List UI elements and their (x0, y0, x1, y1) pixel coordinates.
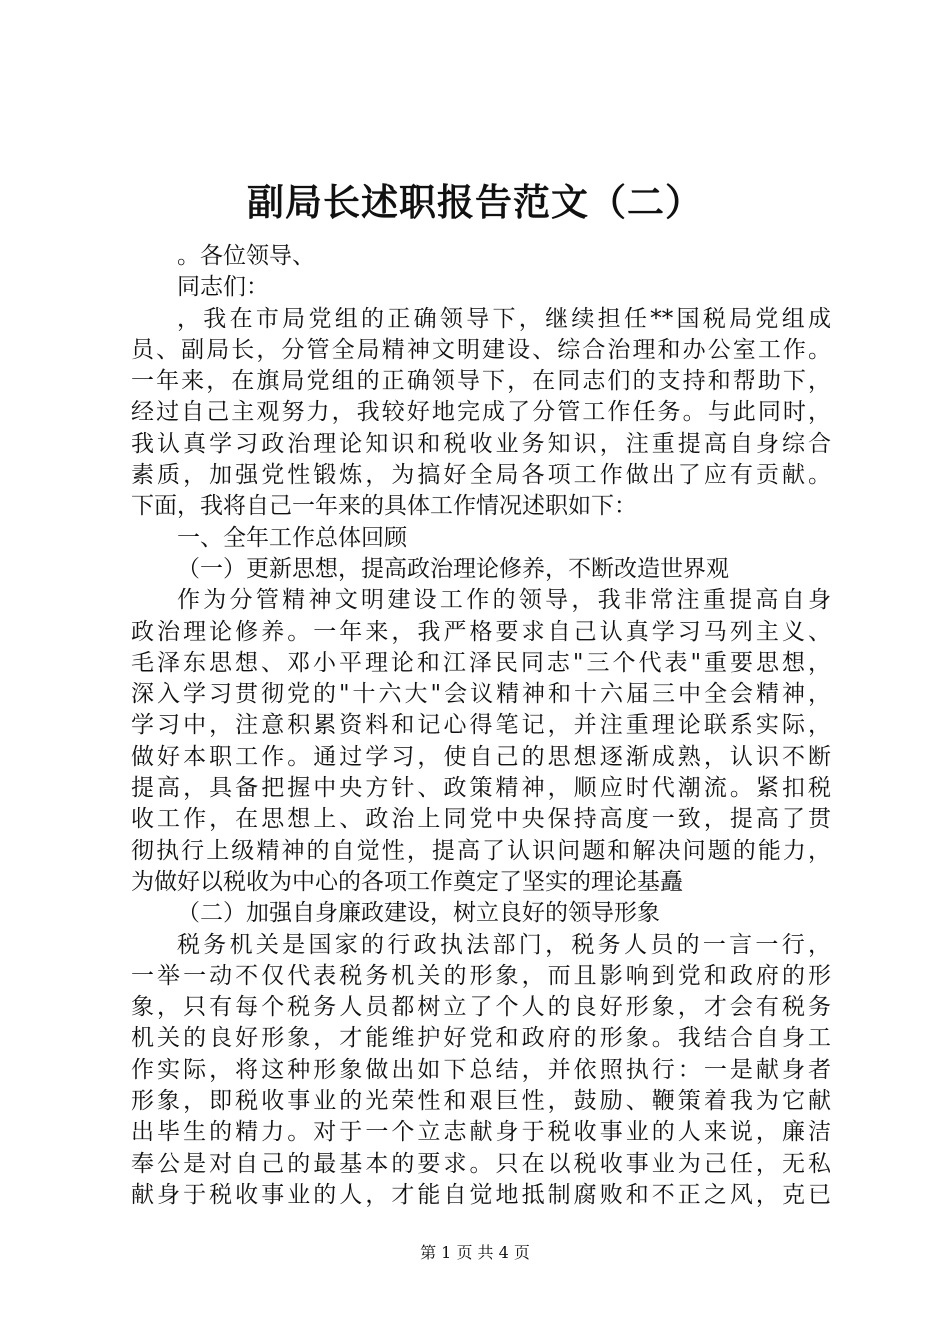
text-line: 一举一动不仅代表税务机关的形象，而且影响到党和政府的形 (131, 962, 831, 989)
text-line: 一年来，在旗局党组的正确领导下，在同志们的支持和帮助下， (131, 368, 831, 395)
text-line: 学习中，注意积累资料和记心得笔记，并注重理论联系实际， (131, 712, 831, 739)
text-line: 献身于税收事业的人，才能自觉地抵制腐败和不正之风，克已 (131, 1181, 831, 1208)
section-heading: 一、全年工作总体回顾 (177, 524, 407, 551)
text-line: 出毕生的精力。对于一个立志献身于税收事业的人来说，廉洁 (131, 1119, 831, 1146)
text-line: 下面，我将自己一年来的具体工作情况述职如下： (131, 493, 637, 520)
text-line: 为做好以税收为中心的各项工作奠定了坚实的理论基矗 (131, 868, 683, 895)
text-line: 作为分管精神文明建设工作的领导，我非常注重提高自身 (177, 587, 831, 614)
text-line: 税务机关是国家的行政执法部门，税务人员的一言一行， (177, 931, 831, 958)
text-line: 作实际，将这种形象做出如下总结，并依照执行：一是献身者 (131, 1056, 831, 1083)
text-line: 收工作，在思想上、政治上同党中央保持高度一致，提高了贯 (131, 806, 831, 833)
text-line: 经过自己主观努力，我较好地完成了分管工作任务。与此同时， (131, 399, 831, 426)
text-line: 形象，即税收事业的光荣性和艰巨性，鼓励、鞭策着我为它献 (131, 1088, 831, 1115)
text-line: ，我在市局党组的正确领导下，继续担任**国税局党组成 (177, 305, 831, 332)
text-line: 。各位领导、 (177, 243, 315, 269)
text-line: 彻执行上级精神的自觉性，提高了认识问题和解决问题的能力， (131, 837, 831, 864)
text-line: 深入学习贯彻党的"十六大"会议精神和十六届三中全会精神， (131, 681, 831, 708)
document-title: 副局长述职报告范文（二） (247, 180, 703, 224)
text-line: 我认真学习政治理论知识和税收业务知识，注重提高自身综合 (131, 430, 831, 457)
page-footer: 第 1 页 共 4 页 (420, 1243, 530, 1262)
text-line: 毛泽东思想、邓小平理论和江泽民同志"三个代表"重要思想， (131, 649, 831, 676)
subsection-heading: （一）更新思想，提高政治理论修养，不断改造世界观 (177, 555, 729, 582)
text-line: 象，只有每个税务人员都树立了个人的良好形象，才会有税务 (131, 994, 831, 1021)
text-line: 员、副局长，分管全局精神文明建设、综合治理和办公室工作。 (131, 336, 831, 363)
document-body (131, 241, 831, 1211)
text-line: 做好本职工作。通过学习，使自己的思想逐渐成熟，认识不断 (131, 743, 831, 770)
subsection-heading: （二）加强自身廉政建设，树立良好的领导形象 (177, 900, 660, 927)
text-line: 政治理论修养。一年来，我严格要求自己认真学习马列主义、 (131, 618, 831, 645)
text-line: 机关的良好形象，才能维护好党和政府的形象。我结合自身工 (131, 1025, 831, 1052)
text-line: 素质，加强党性锻炼，为搞好全局各项工作做出了应有贡献。 (131, 462, 831, 489)
text-line: 同志们： (177, 274, 269, 301)
text-line: 奉公是对自己的最基本的要求。只在以税收事业为己任，无私 (131, 1150, 831, 1177)
text-line: 提高，具备把握中央方针、政策精神，顺应时代潮流。紧扣税 (131, 775, 831, 802)
